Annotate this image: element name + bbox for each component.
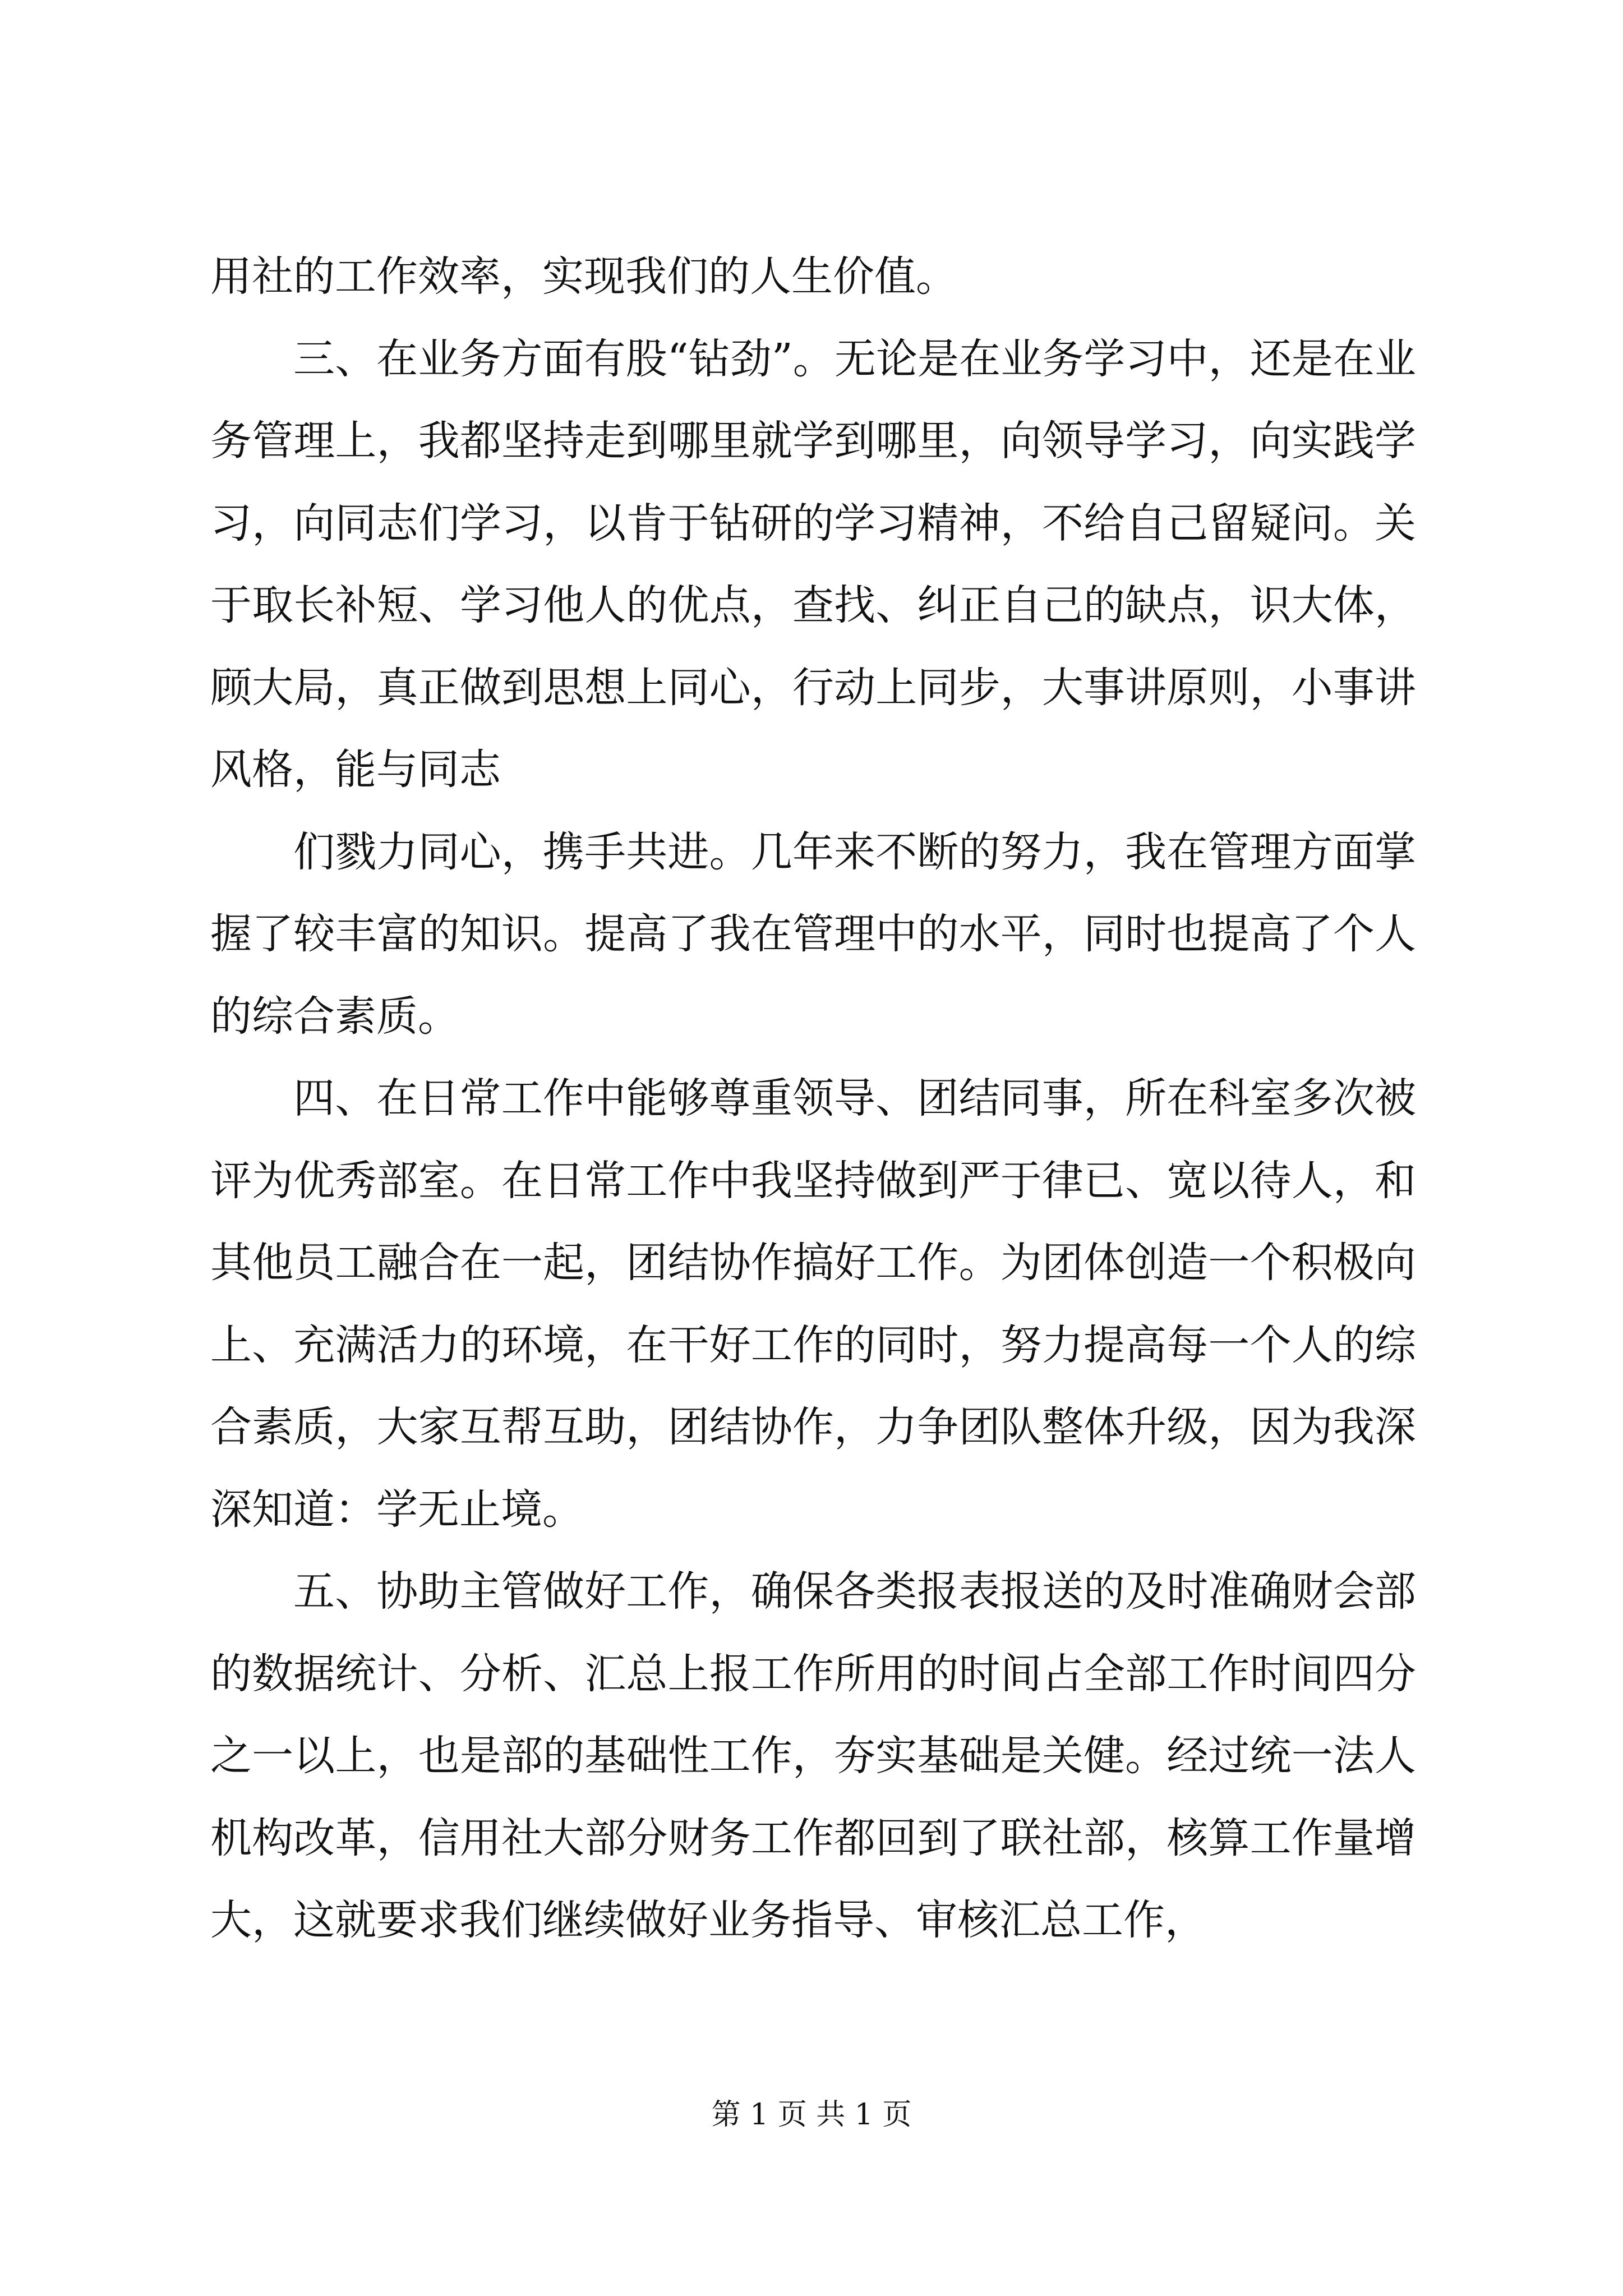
paragraph-management-knowledge: 们戮力同心，携手共进。几年来不断的努力，我在管理方面掌握了较丰富的知识。提高了我在管理中的水平，同时也提高了个人的综合素质。 (210, 827, 1416, 1041)
paragraph-section-three: 三、在业务方面有股“钻劲”。无论是在业务学习中，还是在业务管理上，我都坚持走到哪里就学到哪里，向领导学习，向实践学习，向同志们学习，以肯于钻研的学习精神，不给自己留疑问。关于取长补短、学习他人的优点，查找、纠正自己的缺点，识大体，顾大局，真正做到思想上同心，行动上同步，大事讲原则，小事讲风格，能与同志 (210, 334, 1416, 794)
page-number-footer: 第 1 页 共 1 页 (711, 2098, 912, 2132)
paragraph-section-four: 四、在日常工作中能够尊重领导、团结同事，所在科室多次被评为优秀部室。在日常工作中我坚持做到严于律已、宽以待人，和其他员工融合在一起，团结协作搞好工作。为团体创造一个积极向上、充满活力的环境，在干好工作的同时，努力提高每一个人的综合素质，大家互帮互助，团结协作，力争团队整体升级，因为我深深知道：学无止境。 (210, 1074, 1416, 1534)
paragraph-continuation: 用社的工作效率，实现我们的人生价值。 (210, 252, 957, 301)
document-body (210, 236, 1416, 1962)
paragraph-section-five: 五、协助主管做好工作，确保各类报表报送的及时准确财会部的数据统计、分析、汇总上报工作所用的时间占全部工作时间四分之一以上，也是部的基础性工作，夯实基础是关健。经过统一法人机构改革，信用社大部分财务工作都回到了联社部，核算工作量增大，这就要求我们继续做好业务指导、审核汇总工作， (210, 1567, 1416, 1944)
